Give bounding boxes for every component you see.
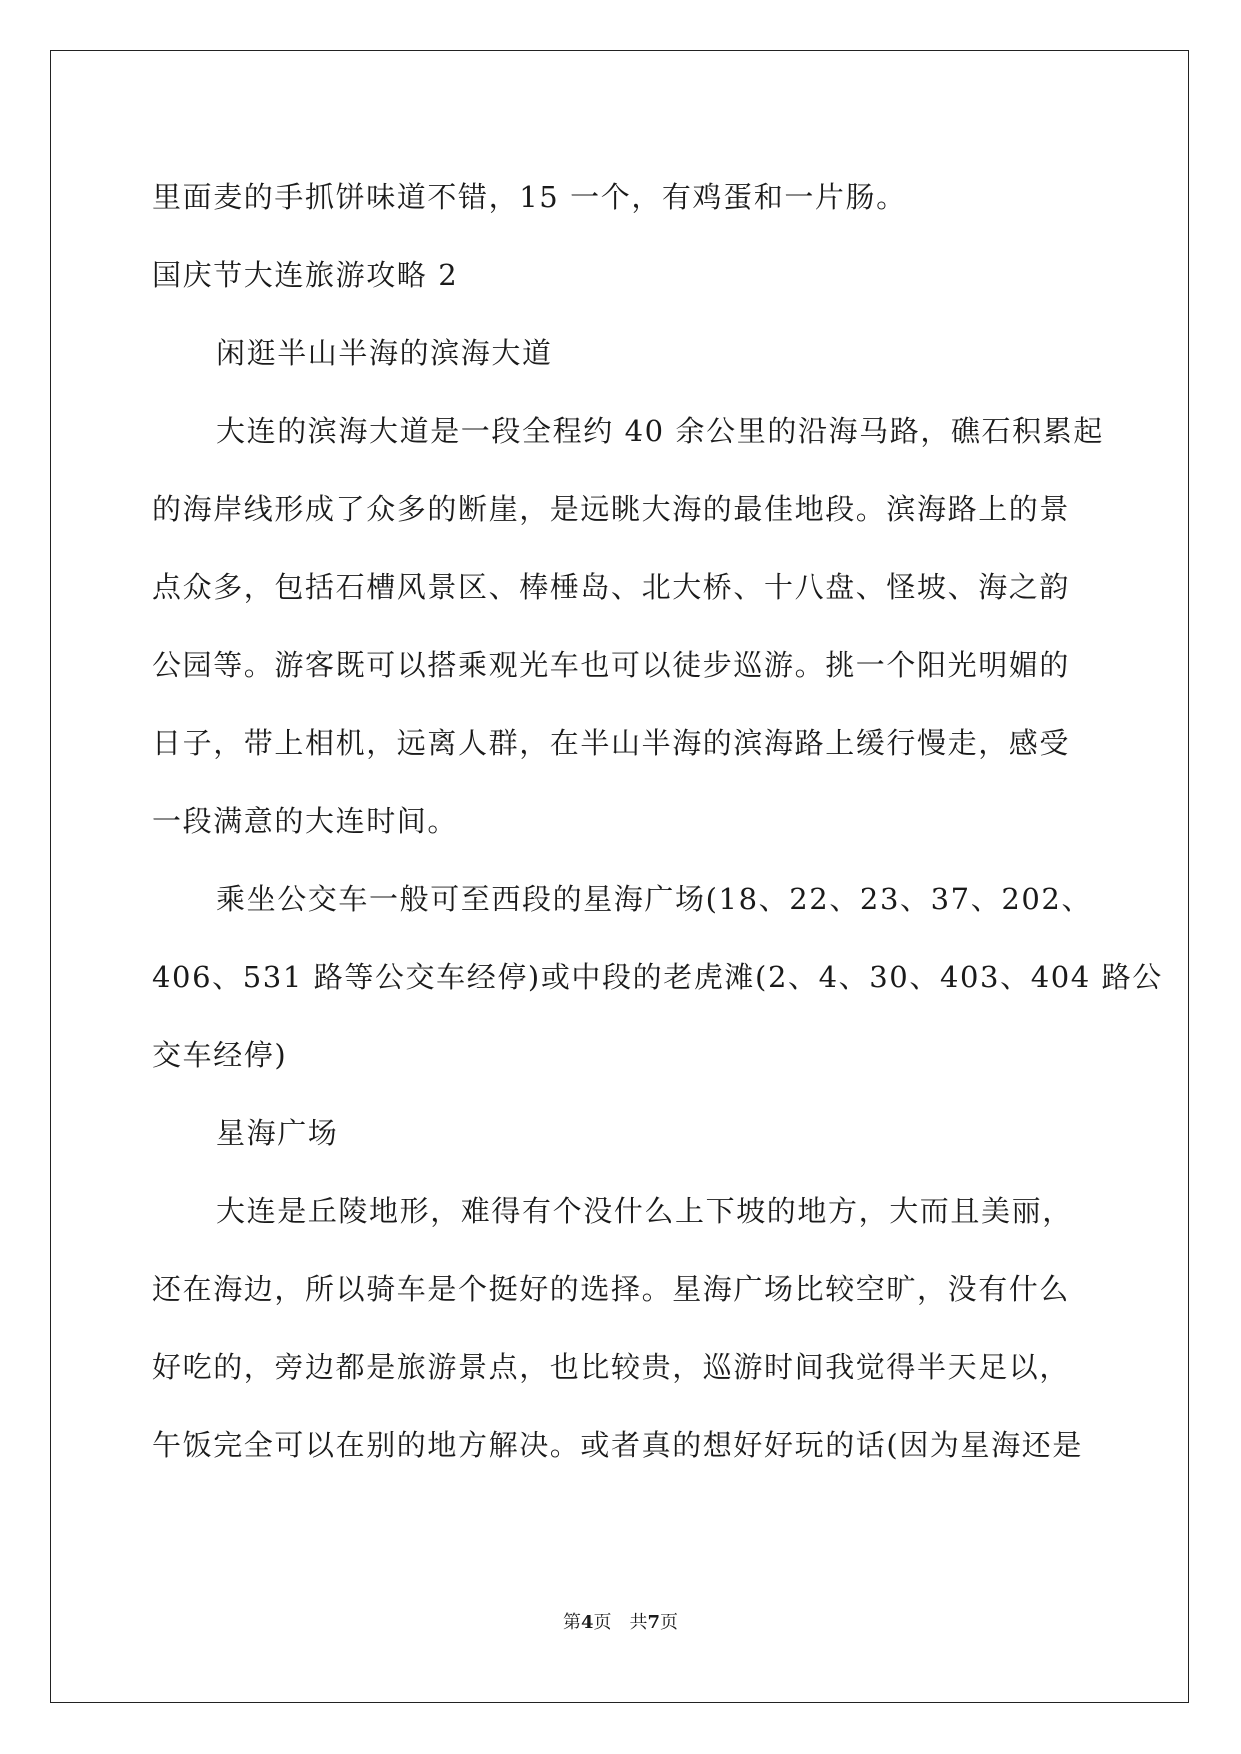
body-line-15: 还在海边，所以骑车是个挺好的选择。星海广场比较空旷，没有什么 [152, 1272, 1071, 1306]
body-line-5: 的海岸线形成了众多的断崖，是远眺大海的最佳地段。滨海路上的景 [152, 492, 1071, 526]
document-body [152, 158, 1163, 1484]
body-line-6: 点众多，包括石槽风景区、棒棰岛、北大桥、十八盘、怪坡、海之韵 [152, 570, 1071, 604]
body-line-4: 大连的滨海大道是一段全程约 40 余公里的沿海马路，礁石积累起 [216, 414, 1104, 448]
subheading-binhai-road: 闲逛半山半海的滨海大道 [216, 336, 553, 370]
body-line-12: 交车经停) [152, 1038, 288, 1072]
body-line-14: 大连是丘陵地形，难得有个没什么上下坡的地方，大而且美丽， [216, 1194, 1073, 1228]
subheading-xinghai-square: 星海广场 [216, 1116, 339, 1150]
body-line-1: 里面麦的手抓饼味道不错，15 一个，有鸡蛋和一片肠。 [152, 180, 907, 214]
body-line-11: 406、531 路等公交车经停)或中段的老虎滩(2、4、30、403、404 路公 [152, 960, 1163, 994]
body-line-7: 公园等。游客既可以搭乘观光车也可以徒步巡游。挑一个阳光明媚的 [152, 648, 1071, 682]
body-line-17: 午饭完全可以在别的地方解决。或者真的想好好玩的话(因为星海还是 [152, 1428, 1083, 1462]
footer-current-page: 4 [580, 1612, 594, 1633]
footer-prefix: 第 [562, 1612, 581, 1633]
footer-page-suffix: 页 [593, 1612, 612, 1633]
body-line-8: 日子，带上相机，远离人群，在半山半海的滨海路上缓行慢走，感受 [152, 726, 1071, 760]
page-footer [0, 1612, 1241, 1634]
body-line-10: 乘坐公交车一般可至西段的星海广场(18、22、23、37、202、 [216, 882, 1093, 916]
body-line-9: 一段满意的大连时间。 [152, 804, 459, 838]
footer-total-pages: 7 [647, 1612, 661, 1633]
section-heading: 国庆节大连旅游攻略 2 [152, 258, 459, 292]
footer-total-suffix: 页 [660, 1612, 679, 1633]
footer-total-prefix: 共 [629, 1612, 648, 1633]
body-line-16: 好吃的，旁边都是旅游景点，也比较贵，巡游时间我觉得半天足以， [152, 1350, 1071, 1384]
